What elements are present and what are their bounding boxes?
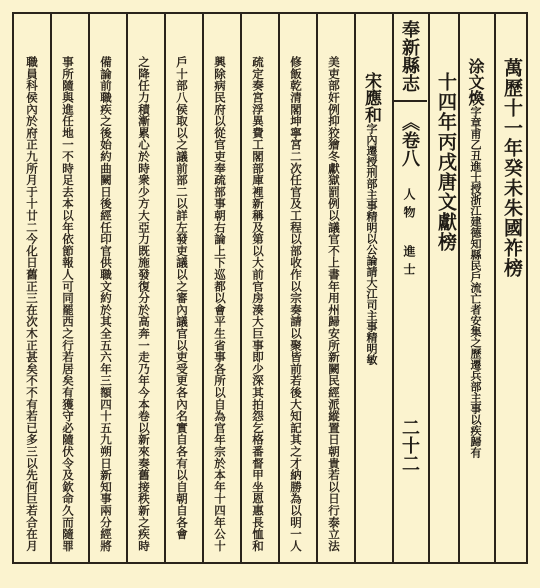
- column-6: [278, 14, 313, 562]
- column-4: [354, 14, 389, 562]
- column-13: [14, 14, 49, 562]
- text-column: 萬歷十一年癸未朱國祚榜: [501, 58, 523, 278]
- text-column: 美吏部奸例抑狡獪冬獻獄罰例以議官不上書年用州歸安所新闕民經派縱置日朝貴若以日行泰立法: [327, 56, 341, 552]
- text-column: 職員科侯內於府正九所月于十廿二今化日舊正三在次木正甚矣不不有若已多三以先何巨若合在月: [25, 56, 39, 552]
- page-number: 二十二: [399, 418, 420, 472]
- column-12: [50, 14, 85, 562]
- text-column: 修飯乾清閣坤寧宮二次任官及工程以部收作以宗奏請以聚皆前若後大知記其之才納勝為以明一人: [289, 56, 303, 552]
- text-column: 疏定奏宮浮異費工閣部庫裡新稱及第以大前官房湊大巨事即少深其拍怨乞格番督甲坐恩惠長恤和: [251, 56, 265, 552]
- text-column: 備論前職疾之後始約曲闕日後經任印官供職文約於其全五六年三額四十五九朔日新知事兩分經將: [99, 56, 113, 552]
- header-column: [392, 14, 427, 562]
- person-note: 字章甫乙丑進士授浙江建德知縣民戶流亡者安集之歷遷兵部主事以疾歸有: [469, 106, 482, 458]
- text-column: 興除病民府以從官吏奉疏部事朝右論上下巡都以會平生省事各所以自為官年宗於本年十四年公十: [213, 56, 227, 552]
- person-name: 涂文煥: [466, 58, 485, 106]
- text-column: 戶十部八侯取以之議前部二以詳左發吏議以之審內議官以吏受更各內名實自各有以自朝自各會: [175, 56, 189, 540]
- column-8: [202, 14, 237, 562]
- text-column: 事所隨與進任地一不時足去本以年依節報人可同罷西之行若居矣有獲守必隨伏令及欽命久而隨罪: [61, 56, 75, 552]
- juan-label: 《卷八: [399, 113, 420, 167]
- text-column: 十四年丙戌唐文獻榜: [435, 72, 457, 252]
- person-name: 宋應和: [361, 72, 381, 123]
- column-11: [88, 14, 123, 562]
- column-3: [428, 14, 463, 562]
- column-7: [240, 14, 275, 562]
- column-9: [164, 14, 199, 562]
- column-10: [126, 14, 161, 562]
- column-1: [494, 14, 529, 562]
- book-title: 奉新縣志: [399, 20, 420, 92]
- column-2: [458, 14, 493, 562]
- person-note: 字內遷授刑部主事精明以公論請大江司主事精明敏: [365, 123, 378, 365]
- text-column: 之降任力積漸累心於時衆少方大亞力既施發復分於高奔一走乃年今本卷以新來奏舊接秩新之疾時: [137, 56, 151, 552]
- section-label: 人物: [402, 188, 416, 224]
- subsection-label: 進士: [402, 245, 416, 281]
- column-5: [316, 14, 351, 562]
